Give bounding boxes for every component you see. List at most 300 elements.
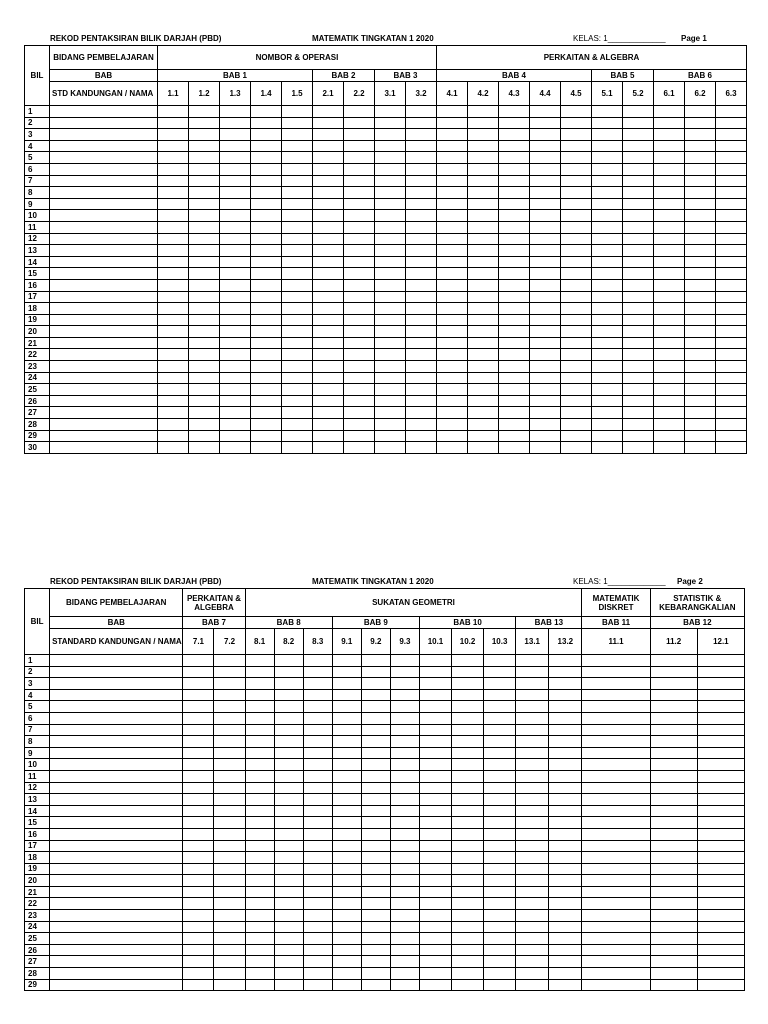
score-cell[interactable] <box>390 979 419 991</box>
score-cell[interactable] <box>623 430 654 442</box>
score-cell[interactable] <box>274 655 303 667</box>
score-cell[interactable] <box>716 245 747 257</box>
score-cell[interactable] <box>183 921 214 933</box>
score-cell[interactable] <box>530 152 561 164</box>
score-cell[interactable] <box>685 430 716 442</box>
score-cell[interactable] <box>390 655 419 667</box>
score-cell[interactable] <box>650 933 697 945</box>
score-cell[interactable] <box>516 852 549 864</box>
score-cell[interactable] <box>375 395 406 407</box>
score-cell[interactable] <box>313 140 344 152</box>
score-cell[interactable] <box>220 349 251 361</box>
score-cell[interactable] <box>582 979 650 991</box>
score-cell[interactable] <box>623 221 654 233</box>
score-cell[interactable] <box>220 372 251 384</box>
score-cell[interactable] <box>484 747 516 759</box>
score-cell[interactable] <box>592 187 623 199</box>
student-name-cell[interactable] <box>50 863 183 875</box>
student-name-cell[interactable] <box>50 337 158 349</box>
score-cell[interactable] <box>484 770 516 782</box>
student-name-cell[interactable] <box>50 407 158 419</box>
score-cell[interactable] <box>654 279 685 291</box>
score-cell[interactable] <box>516 712 549 724</box>
student-name-cell[interactable] <box>50 291 158 303</box>
score-cell[interactable] <box>303 794 332 806</box>
score-cell[interactable] <box>313 442 344 454</box>
score-cell[interactable] <box>390 898 419 910</box>
score-cell[interactable] <box>468 163 499 175</box>
student-name-cell[interactable] <box>50 303 158 315</box>
score-cell[interactable] <box>282 187 313 199</box>
score-cell[interactable] <box>282 106 313 118</box>
score-cell[interactable] <box>390 828 419 840</box>
score-cell[interactable] <box>716 233 747 245</box>
score-cell[interactable] <box>282 314 313 326</box>
score-cell[interactable] <box>716 187 747 199</box>
score-cell[interactable] <box>251 210 282 222</box>
score-cell[interactable] <box>245 678 274 690</box>
score-cell[interactable] <box>697 712 744 724</box>
score-cell[interactable] <box>468 106 499 118</box>
score-cell[interactable] <box>313 163 344 175</box>
score-cell[interactable] <box>654 163 685 175</box>
score-cell[interactable] <box>549 852 582 864</box>
score-cell[interactable] <box>697 747 744 759</box>
score-cell[interactable] <box>452 666 484 678</box>
score-cell[interactable] <box>158 106 189 118</box>
score-cell[interactable] <box>592 291 623 303</box>
score-cell[interactable] <box>654 314 685 326</box>
score-cell[interactable] <box>332 712 361 724</box>
score-cell[interactable] <box>549 678 582 690</box>
score-cell[interactable] <box>274 979 303 991</box>
score-cell[interactable] <box>390 794 419 806</box>
score-cell[interactable] <box>592 430 623 442</box>
score-cell[interactable] <box>468 210 499 222</box>
student-name-cell[interactable] <box>50 747 183 759</box>
score-cell[interactable] <box>530 279 561 291</box>
score-cell[interactable] <box>313 210 344 222</box>
score-cell[interactable] <box>561 384 592 396</box>
score-cell[interactable] <box>452 921 484 933</box>
score-cell[interactable] <box>716 268 747 280</box>
score-cell[interactable] <box>516 863 549 875</box>
score-cell[interactable] <box>549 921 582 933</box>
score-cell[interactable] <box>189 106 220 118</box>
score-cell[interactable] <box>530 349 561 361</box>
score-cell[interactable] <box>183 782 214 794</box>
score-cell[interactable] <box>189 163 220 175</box>
score-cell[interactable] <box>344 372 375 384</box>
score-cell[interactable] <box>158 140 189 152</box>
score-cell[interactable] <box>274 689 303 701</box>
score-cell[interactable] <box>623 349 654 361</box>
score-cell[interactable] <box>406 291 437 303</box>
score-cell[interactable] <box>582 759 650 771</box>
score-cell[interactable] <box>183 794 214 806</box>
score-cell[interactable] <box>183 678 214 690</box>
score-cell[interactable] <box>183 828 214 840</box>
score-cell[interactable] <box>406 175 437 187</box>
score-cell[interactable] <box>654 337 685 349</box>
score-cell[interactable] <box>654 268 685 280</box>
score-cell[interactable] <box>697 701 744 713</box>
score-cell[interactable] <box>303 863 332 875</box>
score-cell[interactable] <box>214 863 245 875</box>
score-cell[interactable] <box>274 666 303 678</box>
score-cell[interactable] <box>654 291 685 303</box>
score-cell[interactable] <box>158 326 189 338</box>
score-cell[interactable] <box>582 886 650 898</box>
score-cell[interactable] <box>344 106 375 118</box>
score-cell[interactable] <box>530 419 561 431</box>
score-cell[interactable] <box>468 198 499 210</box>
score-cell[interactable] <box>220 198 251 210</box>
score-cell[interactable] <box>361 736 390 748</box>
score-cell[interactable] <box>251 384 282 396</box>
score-cell[interactable] <box>303 770 332 782</box>
score-cell[interactable] <box>650 770 697 782</box>
score-cell[interactable] <box>245 747 274 759</box>
score-cell[interactable] <box>189 407 220 419</box>
score-cell[interactable] <box>303 712 332 724</box>
score-cell[interactable] <box>561 291 592 303</box>
score-cell[interactable] <box>406 268 437 280</box>
score-cell[interactable] <box>214 852 245 864</box>
score-cell[interactable] <box>697 828 744 840</box>
score-cell[interactable] <box>582 782 650 794</box>
score-cell[interactable] <box>499 314 530 326</box>
student-name-cell[interactable] <box>50 233 158 245</box>
score-cell[interactable] <box>499 152 530 164</box>
score-cell[interactable] <box>251 349 282 361</box>
score-cell[interactable] <box>452 794 484 806</box>
score-cell[interactable] <box>274 805 303 817</box>
score-cell[interactable] <box>623 419 654 431</box>
score-cell[interactable] <box>313 303 344 315</box>
score-cell[interactable] <box>274 747 303 759</box>
score-cell[interactable] <box>654 442 685 454</box>
score-cell[interactable] <box>419 782 451 794</box>
score-cell[interactable] <box>437 372 468 384</box>
score-cell[interactable] <box>592 384 623 396</box>
score-cell[interactable] <box>313 175 344 187</box>
score-cell[interactable] <box>313 129 344 141</box>
score-cell[interactable] <box>361 840 390 852</box>
score-cell[interactable] <box>274 736 303 748</box>
score-cell[interactable] <box>685 291 716 303</box>
score-cell[interactable] <box>499 407 530 419</box>
score-cell[interactable] <box>332 794 361 806</box>
score-cell[interactable] <box>375 419 406 431</box>
score-cell[interactable] <box>716 256 747 268</box>
student-name-cell[interactable] <box>50 442 158 454</box>
score-cell[interactable] <box>468 152 499 164</box>
student-name-cell[interactable] <box>50 187 158 199</box>
score-cell[interactable] <box>654 326 685 338</box>
score-cell[interactable] <box>452 875 484 887</box>
score-cell[interactable] <box>468 372 499 384</box>
score-cell[interactable] <box>375 198 406 210</box>
score-cell[interactable] <box>582 724 650 736</box>
score-cell[interactable] <box>344 326 375 338</box>
score-cell[interactable] <box>406 361 437 373</box>
score-cell[interactable] <box>437 419 468 431</box>
score-cell[interactable] <box>697 805 744 817</box>
score-cell[interactable] <box>650 678 697 690</box>
score-cell[interactable] <box>549 666 582 678</box>
score-cell[interactable] <box>344 384 375 396</box>
score-cell[interactable] <box>549 875 582 887</box>
score-cell[interactable] <box>654 210 685 222</box>
score-cell[interactable] <box>484 840 516 852</box>
score-cell[interactable] <box>530 372 561 384</box>
score-cell[interactable] <box>344 291 375 303</box>
score-cell[interactable] <box>437 442 468 454</box>
score-cell[interactable] <box>390 736 419 748</box>
score-cell[interactable] <box>158 349 189 361</box>
score-cell[interactable] <box>516 840 549 852</box>
score-cell[interactable] <box>561 140 592 152</box>
score-cell[interactable] <box>282 349 313 361</box>
score-cell[interactable] <box>183 875 214 887</box>
score-cell[interactable] <box>452 944 484 956</box>
score-cell[interactable] <box>332 724 361 736</box>
score-cell[interactable] <box>582 655 650 667</box>
score-cell[interactable] <box>561 198 592 210</box>
score-cell[interactable] <box>623 117 654 129</box>
score-cell[interactable] <box>468 303 499 315</box>
score-cell[interactable] <box>183 666 214 678</box>
score-cell[interactable] <box>582 794 650 806</box>
score-cell[interactable] <box>189 175 220 187</box>
score-cell[interactable] <box>220 326 251 338</box>
score-cell[interactable] <box>685 349 716 361</box>
score-cell[interactable] <box>530 395 561 407</box>
score-cell[interactable] <box>650 852 697 864</box>
score-cell[interactable] <box>332 805 361 817</box>
score-cell[interactable] <box>274 828 303 840</box>
score-cell[interactable] <box>499 361 530 373</box>
score-cell[interactable] <box>189 361 220 373</box>
score-cell[interactable] <box>516 956 549 968</box>
score-cell[interactable] <box>697 956 744 968</box>
score-cell[interactable] <box>251 140 282 152</box>
score-cell[interactable] <box>685 384 716 396</box>
score-cell[interactable] <box>214 770 245 782</box>
score-cell[interactable] <box>650 666 697 678</box>
score-cell[interactable] <box>183 655 214 667</box>
score-cell[interactable] <box>582 689 650 701</box>
score-cell[interactable] <box>561 106 592 118</box>
score-cell[interactable] <box>685 337 716 349</box>
student-name-cell[interactable] <box>50 279 158 291</box>
score-cell[interactable] <box>419 701 451 713</box>
score-cell[interactable] <box>375 140 406 152</box>
score-cell[interactable] <box>344 256 375 268</box>
student-name-cell[interactable] <box>50 724 183 736</box>
score-cell[interactable] <box>158 163 189 175</box>
score-cell[interactable] <box>245 979 274 991</box>
student-name-cell[interactable] <box>50 759 183 771</box>
score-cell[interactable] <box>484 979 516 991</box>
student-name-cell[interactable] <box>50 419 158 431</box>
score-cell[interactable] <box>406 430 437 442</box>
score-cell[interactable] <box>582 840 650 852</box>
score-cell[interactable] <box>332 956 361 968</box>
score-cell[interactable] <box>419 794 451 806</box>
score-cell[interactable] <box>313 384 344 396</box>
student-name-cell[interactable] <box>50 326 158 338</box>
score-cell[interactable] <box>189 326 220 338</box>
score-cell[interactable] <box>685 326 716 338</box>
score-cell[interactable] <box>214 759 245 771</box>
score-cell[interactable] <box>419 875 451 887</box>
score-cell[interactable] <box>650 968 697 980</box>
score-cell[interactable] <box>697 655 744 667</box>
score-cell[interactable] <box>158 175 189 187</box>
score-cell[interactable] <box>516 736 549 748</box>
score-cell[interactable] <box>549 933 582 945</box>
score-cell[interactable] <box>214 678 245 690</box>
score-cell[interactable] <box>313 106 344 118</box>
score-cell[interactable] <box>484 782 516 794</box>
score-cell[interactable] <box>251 256 282 268</box>
score-cell[interactable] <box>332 910 361 922</box>
score-cell[interactable] <box>245 689 274 701</box>
score-cell[interactable] <box>516 805 549 817</box>
score-cell[interactable] <box>313 314 344 326</box>
score-cell[interactable] <box>437 233 468 245</box>
score-cell[interactable] <box>251 106 282 118</box>
score-cell[interactable] <box>303 701 332 713</box>
score-cell[interactable] <box>375 106 406 118</box>
score-cell[interactable] <box>361 979 390 991</box>
score-cell[interactable] <box>390 956 419 968</box>
score-cell[interactable] <box>452 747 484 759</box>
score-cell[interactable] <box>685 198 716 210</box>
score-cell[interactable] <box>592 221 623 233</box>
score-cell[interactable] <box>390 944 419 956</box>
score-cell[interactable] <box>282 129 313 141</box>
score-cell[interactable] <box>245 828 274 840</box>
score-cell[interactable] <box>332 678 361 690</box>
score-cell[interactable] <box>361 910 390 922</box>
score-cell[interactable] <box>452 956 484 968</box>
score-cell[interactable] <box>685 442 716 454</box>
score-cell[interactable] <box>245 933 274 945</box>
score-cell[interactable] <box>303 666 332 678</box>
score-cell[interactable] <box>582 875 650 887</box>
score-cell[interactable] <box>375 291 406 303</box>
student-name-cell[interactable] <box>50 395 158 407</box>
score-cell[interactable] <box>406 233 437 245</box>
student-name-cell[interactable] <box>50 655 183 667</box>
score-cell[interactable] <box>214 805 245 817</box>
score-cell[interactable] <box>419 886 451 898</box>
score-cell[interactable] <box>468 291 499 303</box>
score-cell[interactable] <box>697 886 744 898</box>
score-cell[interactable] <box>530 198 561 210</box>
score-cell[interactable] <box>582 968 650 980</box>
score-cell[interactable] <box>437 395 468 407</box>
score-cell[interactable] <box>332 747 361 759</box>
student-name-cell[interactable] <box>50 140 158 152</box>
score-cell[interactable] <box>375 221 406 233</box>
score-cell[interactable] <box>452 817 484 829</box>
score-cell[interactable] <box>484 910 516 922</box>
score-cell[interactable] <box>623 303 654 315</box>
score-cell[interactable] <box>406 349 437 361</box>
score-cell[interactable] <box>406 407 437 419</box>
score-cell[interactable] <box>214 875 245 887</box>
score-cell[interactable] <box>406 152 437 164</box>
score-cell[interactable] <box>251 152 282 164</box>
score-cell[interactable] <box>549 979 582 991</box>
score-cell[interactable] <box>592 245 623 257</box>
student-name-cell[interactable] <box>50 910 183 922</box>
score-cell[interactable] <box>344 395 375 407</box>
score-cell[interactable] <box>274 759 303 771</box>
score-cell[interactable] <box>530 291 561 303</box>
score-cell[interactable] <box>623 442 654 454</box>
score-cell[interactable] <box>251 221 282 233</box>
score-cell[interactable] <box>344 349 375 361</box>
score-cell[interactable] <box>549 944 582 956</box>
score-cell[interactable] <box>561 129 592 141</box>
score-cell[interactable] <box>158 152 189 164</box>
score-cell[interactable] <box>158 187 189 199</box>
score-cell[interactable] <box>516 747 549 759</box>
score-cell[interactable] <box>468 245 499 257</box>
score-cell[interactable] <box>530 221 561 233</box>
score-cell[interactable] <box>468 279 499 291</box>
score-cell[interactable] <box>419 736 451 748</box>
score-cell[interactable] <box>303 898 332 910</box>
score-cell[interactable] <box>623 268 654 280</box>
score-cell[interactable] <box>623 198 654 210</box>
score-cell[interactable] <box>303 828 332 840</box>
score-cell[interactable] <box>592 152 623 164</box>
score-cell[interactable] <box>214 666 245 678</box>
score-cell[interactable] <box>183 759 214 771</box>
score-cell[interactable] <box>437 326 468 338</box>
score-cell[interactable] <box>220 175 251 187</box>
score-cell[interactable] <box>274 712 303 724</box>
score-cell[interactable] <box>582 736 650 748</box>
score-cell[interactable] <box>716 337 747 349</box>
score-cell[interactable] <box>499 326 530 338</box>
score-cell[interactable] <box>214 817 245 829</box>
score-cell[interactable] <box>499 163 530 175</box>
score-cell[interactable] <box>419 759 451 771</box>
score-cell[interactable] <box>549 886 582 898</box>
student-name-cell[interactable] <box>50 933 183 945</box>
score-cell[interactable] <box>361 921 390 933</box>
score-cell[interactable] <box>549 747 582 759</box>
score-cell[interactable] <box>484 689 516 701</box>
score-cell[interactable] <box>623 245 654 257</box>
score-cell[interactable] <box>654 221 685 233</box>
score-cell[interactable] <box>561 221 592 233</box>
score-cell[interactable] <box>303 956 332 968</box>
score-cell[interactable] <box>685 256 716 268</box>
score-cell[interactable] <box>361 898 390 910</box>
score-cell[interactable] <box>623 175 654 187</box>
score-cell[interactable] <box>516 921 549 933</box>
score-cell[interactable] <box>549 712 582 724</box>
score-cell[interactable] <box>582 828 650 840</box>
